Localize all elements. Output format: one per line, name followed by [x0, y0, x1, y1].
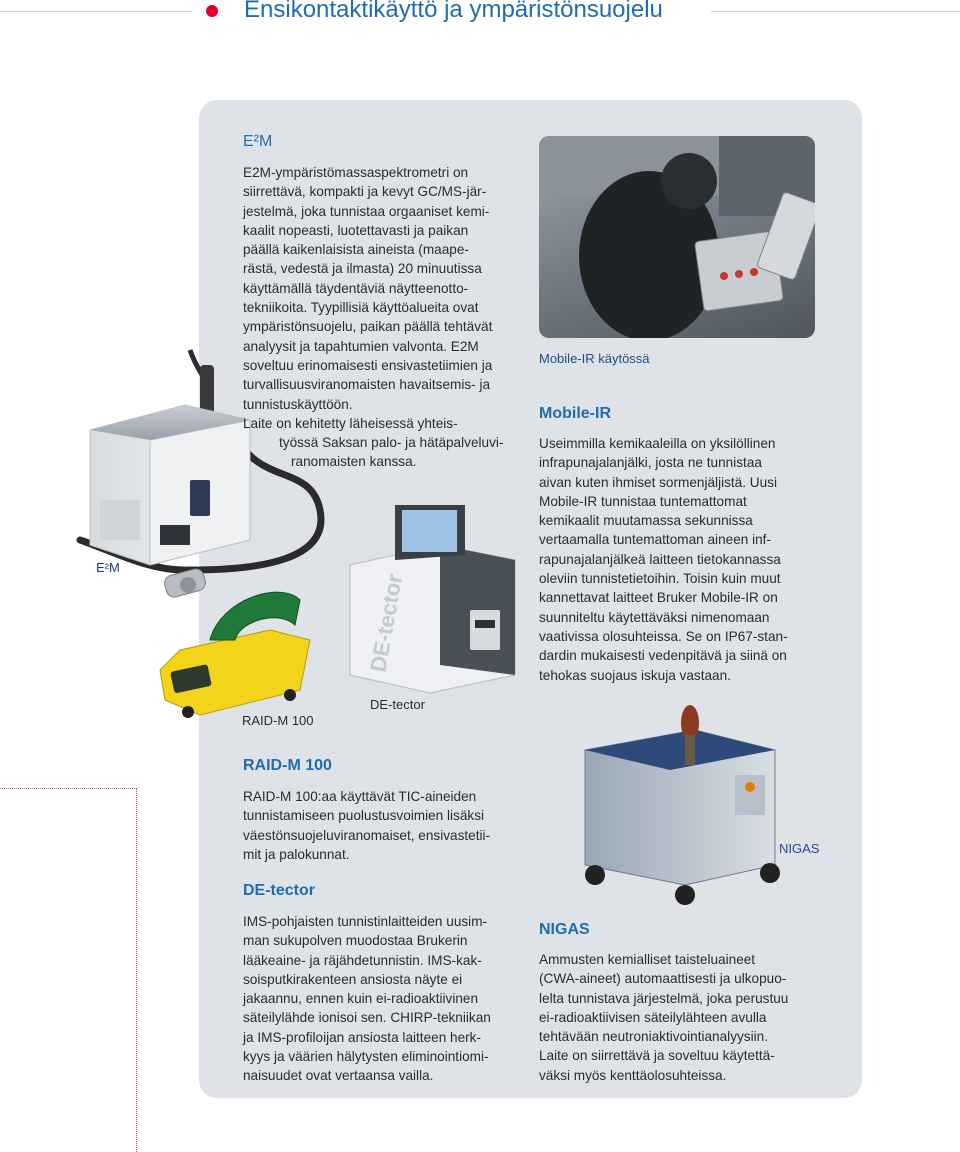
text-line: soveltuu erinomaisesti ensivastetiimien ja: [243, 357, 493, 373]
text-line: ympäristönsuojelu, paikan päällä tehtävät: [243, 319, 493, 335]
text-line: turvallisuusviranomaisten havaitsemis- ja: [243, 377, 491, 393]
raid-m-paragraph: [243, 787, 490, 864]
text-line: ja IMS-profiloijan ansiosta laitteen herk-: [243, 1029, 482, 1045]
raid-m-device-image: [150, 580, 330, 725]
text-line: Useimmilla kemikaaleilla on yksilöllinen: [539, 436, 776, 451]
text-line: tunnistamiseen puolustusvoimien lisäksi: [243, 808, 485, 824]
text-line: kyys ja väärien hälytysten eliminointiomi-: [243, 1049, 489, 1065]
text-line: päällä kaikenlaisista aineista (maape-: [243, 242, 469, 258]
text-line: siirrettävä, kompakti ja kevyt GC/MS-jär-: [243, 184, 487, 200]
mobile-ir-paragraph: [539, 434, 788, 685]
text-line: käyttämällä täydentäviä näytteenotto-: [243, 280, 469, 296]
text-line: väksi myös kenttäolosuhteissa.: [539, 1067, 727, 1083]
margin-guide-vertical: [136, 788, 137, 1152]
text-line: ranomaisten kanssa.: [291, 454, 417, 470]
text-line: kemikaalit muutamassa sekunnissa: [539, 513, 753, 529]
text-line: dardin mukaisesti vedenpitävä ja siinä on: [539, 648, 787, 664]
raid-m-heading: RAID-M 100: [243, 757, 332, 774]
text-line: IMS-pohjaisten tunnistinlaitteiden uusim-: [243, 914, 488, 929]
text-line: suunniteltu käytettäväksi nimenomaan: [539, 609, 770, 625]
nigas-caption: NIGAS: [779, 841, 820, 856]
mobile-ir-photo: [539, 136, 815, 338]
bullet-dot-icon: [206, 5, 218, 17]
text-line: kannettavat laitteet Bruker Mobile-IR on: [539, 590, 778, 606]
e2m-heading: E²M: [243, 133, 273, 150]
de-tector-paragraph: [243, 912, 491, 1086]
text-line: ei-radioaktiivisen säteilylähteen avulla: [539, 1009, 767, 1025]
text-line: oleviin tunnistetietoihin. Toisin kuin muut: [539, 571, 781, 587]
margin-guide-horizontal: [0, 788, 137, 789]
text-line: väestönsuojeluviranomaiset, ensivastetii-: [243, 827, 491, 843]
text-line: Laite on siirrettävä ja soveltuu käytettä-: [539, 1048, 775, 1064]
e2m-paragraph: [243, 163, 503, 472]
text-line: Ammusten kemialliset taisteluaineet: [539, 952, 756, 967]
text-line: analyysit ja tapahtumien valvonta. E2M: [243, 338, 479, 354]
text-line: tehtävään neutroniaktivointianalyysiin.: [539, 1029, 768, 1045]
text-line: vaativissa olosuhteissa. Se on IP67-stan-: [539, 628, 788, 644]
text-line: E2M-ympäristömassaspektrometri on: [243, 165, 469, 180]
text-line: tunnistuskäyttöön.: [243, 396, 353, 412]
text-line: työssä Saksan palo- ja hätäpalveluvi-: [279, 435, 504, 451]
nigas-paragraph: [539, 950, 788, 1085]
de-tector-device-text: DE-tector: [365, 572, 408, 674]
text-line: vertaamalla tuntemattoman aineen inf-: [539, 532, 771, 548]
text-line: kaalit nopeasti, luotettavasti ja paikan: [243, 222, 469, 238]
mobile-ir-caption: Mobile-IR käytössä: [539, 351, 650, 366]
header-rule-right: [711, 11, 960, 12]
e2m-side-label: E²M: [96, 560, 120, 575]
text-line: jakaannu, ennen kuin ei-radioaktiivinen: [243, 991, 479, 1007]
text-line: (CWA-aineet) automaattisesti ja ulkopuo-: [539, 971, 787, 987]
text-line: man sukupolven muodostaa Brukerin: [243, 933, 468, 949]
page-title: Ensikontaktikäyttö ja ympäristönsuojelu: [244, 0, 663, 23]
text-line: soisputkirakenteen ansiosta näyte ei: [243, 971, 463, 987]
text-line: aivan kuten ihmiset sormenjäljistä. Uusi: [539, 474, 777, 490]
text-line: mit ja palokunnat.: [243, 846, 350, 862]
text-line: Mobile-IR tunnistaa tuntemattomat: [539, 493, 747, 509]
de-tector-device-image: [345, 505, 525, 695]
text-line: tehokas suojaus iskuja vastaan.: [539, 667, 731, 683]
de-tector-caption: DE-tector: [370, 697, 425, 712]
text-line: lelta tunnistava järjestelmä, joka perustuu: [539, 990, 789, 1006]
text-line: jestelmä, joka tunnistaa orgaaniset kemi-: [243, 203, 490, 219]
text-line: infrapunajalanjälki, josta ne tunnistaa: [539, 455, 762, 471]
text-line: rästä, vedestä ja ilmasta) 20 minuutissa: [243, 261, 482, 277]
text-line: RAID-M 100:aa käyttävät TIC-aineiden: [243, 789, 477, 804]
text-line: naisuudet ovat vertaansa vailla.: [243, 1068, 434, 1084]
nigas-device-image: [575, 705, 795, 905]
nigas-heading: NIGAS: [539, 921, 590, 938]
text-line: rapunajalanjälkeä laitteen tietokannassa: [539, 551, 781, 567]
text-line: Laite on kehitetty läheisessä yhteis-: [243, 415, 458, 431]
text-line: tekniikoita. Tyypillisiä käyttöalueita ovat: [243, 300, 479, 316]
de-tector-heading: DE-tector: [243, 882, 316, 899]
text-line: säteilylähde ionisoi sen. CHIRP-tekniikan: [243, 1010, 491, 1026]
mobile-ir-heading: Mobile-IR: [539, 405, 611, 422]
raid-m-caption: RAID-M 100: [242, 713, 314, 728]
text-line: lääkeaine- ja räjähdetunnistin. IMS-kak-: [243, 952, 482, 968]
header-rule-left: [0, 11, 192, 12]
